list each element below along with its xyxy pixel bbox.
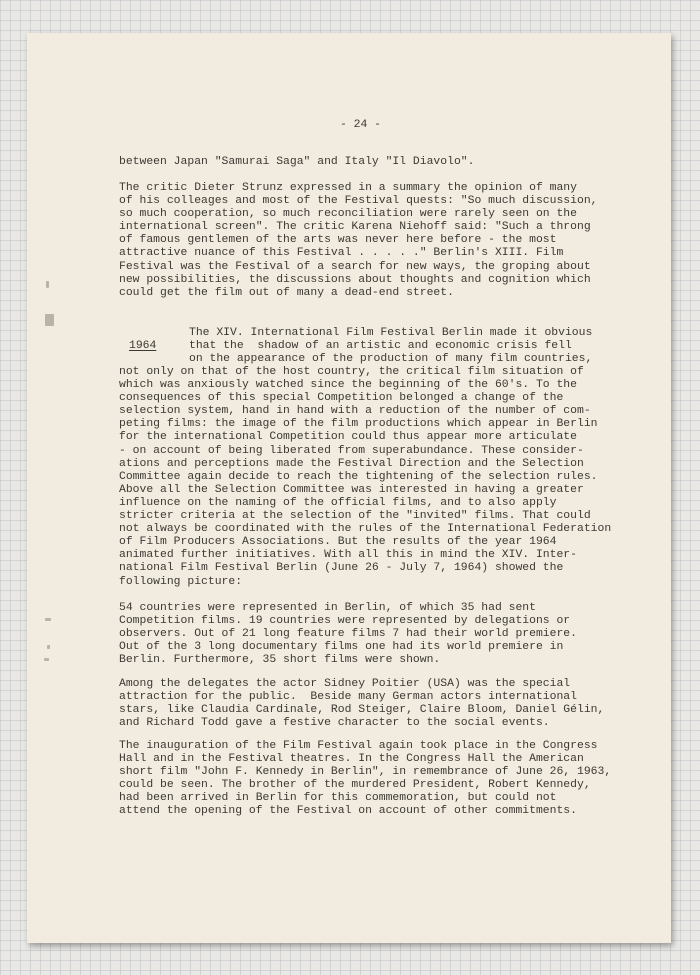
margin-mark	[45, 618, 51, 621]
paragraph-samurai-saga: between Japan "Samurai Saga" and Italy "Il Diavolo".	[119, 156, 475, 168]
year-label: 1964	[129, 340, 157, 352]
paragraph-inauguration: The inauguration of the Film Festival again took place in the Congress Hall and in the Festival theatres. In the Congress Hall the American short film "John F. Kennedy in Berlin", in remembrance of June 26, 1963, could be seen. The brother of the murdered President, Robert Kennedy, had been arrived in Berlin for this commemoration, but could not attend the opening of the Festival on account of other commitments.	[119, 740, 612, 818]
document-page	[27, 33, 671, 943]
paragraph-1964-body: not only on that of the host country, the critical film situation of which was anxiously watched since the beginning of the 60's. To the consequences of this special Competition belonged a change of the selection system, hand in hand with a reduction of the number of com- peting films: the image of the film productions which appear in Berlin for the international Competition could thus appear more articulate - on account of being liberated from superabundance. These consider- ations and perceptions made the Festival Direction and the Selection Committee again decide to reach the tightening of the selection rules. Above all the Selection Committee was interested in having a greater influence on the naming of the official films, and to also apply stricter criteria at the selection of the "invited" films. That could not always be coordinated with the rules of the International Federation of Film Producers Associations. But the results of the year 1964 animated further initiatives. With all this in mind the XIV. Inter- national Film Festival Berlin (June 26 - July 7, 1964) showed the following picture:	[119, 366, 612, 588]
paragraph-delegates: Among the delegates the actor Sidney Poitier (USA) was the special attraction for the public. Beside many German actors international stars, like Claudia Cardinale, Rod Steiger, Claire Bloom, Daniel Gélin, and Richard Todd gave a festive character to the social events.	[119, 678, 605, 730]
margin-mark	[47, 645, 50, 649]
paragraph-countries: 54 countries were represented in Berlin, of which 35 had sent Competition films. 19 countries were represented by delegations or observers. Out of 21 long feature films 7 had their world premiere. Out of the 3 long documentary films one had its world premiere in Berlin. Furthermore, 35 short films were shown.	[119, 602, 577, 667]
paragraph-1964-indented: The XIV. International Film Festival Berlin made it obvious that the shadow of an artistic and economic crisis fell on the appearance of the production of many film countries,	[189, 327, 593, 366]
page-number: - 24 -	[340, 119, 382, 131]
margin-mark	[44, 658, 49, 661]
margin-mark	[46, 281, 49, 288]
margin-mark	[45, 314, 54, 326]
paragraph-critics: The critic Dieter Strunz expressed in a summary the opinion of many of his colleages and most of the Festival quests: "So much discussion, so much cooperation, so much reconciliation were rarely seen on the international screen". The critic Karena Niehoff said: "Such a throng of famous gentlemen of the arts was never here before - the most attractive nuance of this Festival . . . . ." Berlin's XIII. Film Festival was the Festival of a search for new ways, the groping about new possibilities, the discussions about thoughts and cognition which could get the film out of many a dead-end street.	[119, 182, 598, 299]
